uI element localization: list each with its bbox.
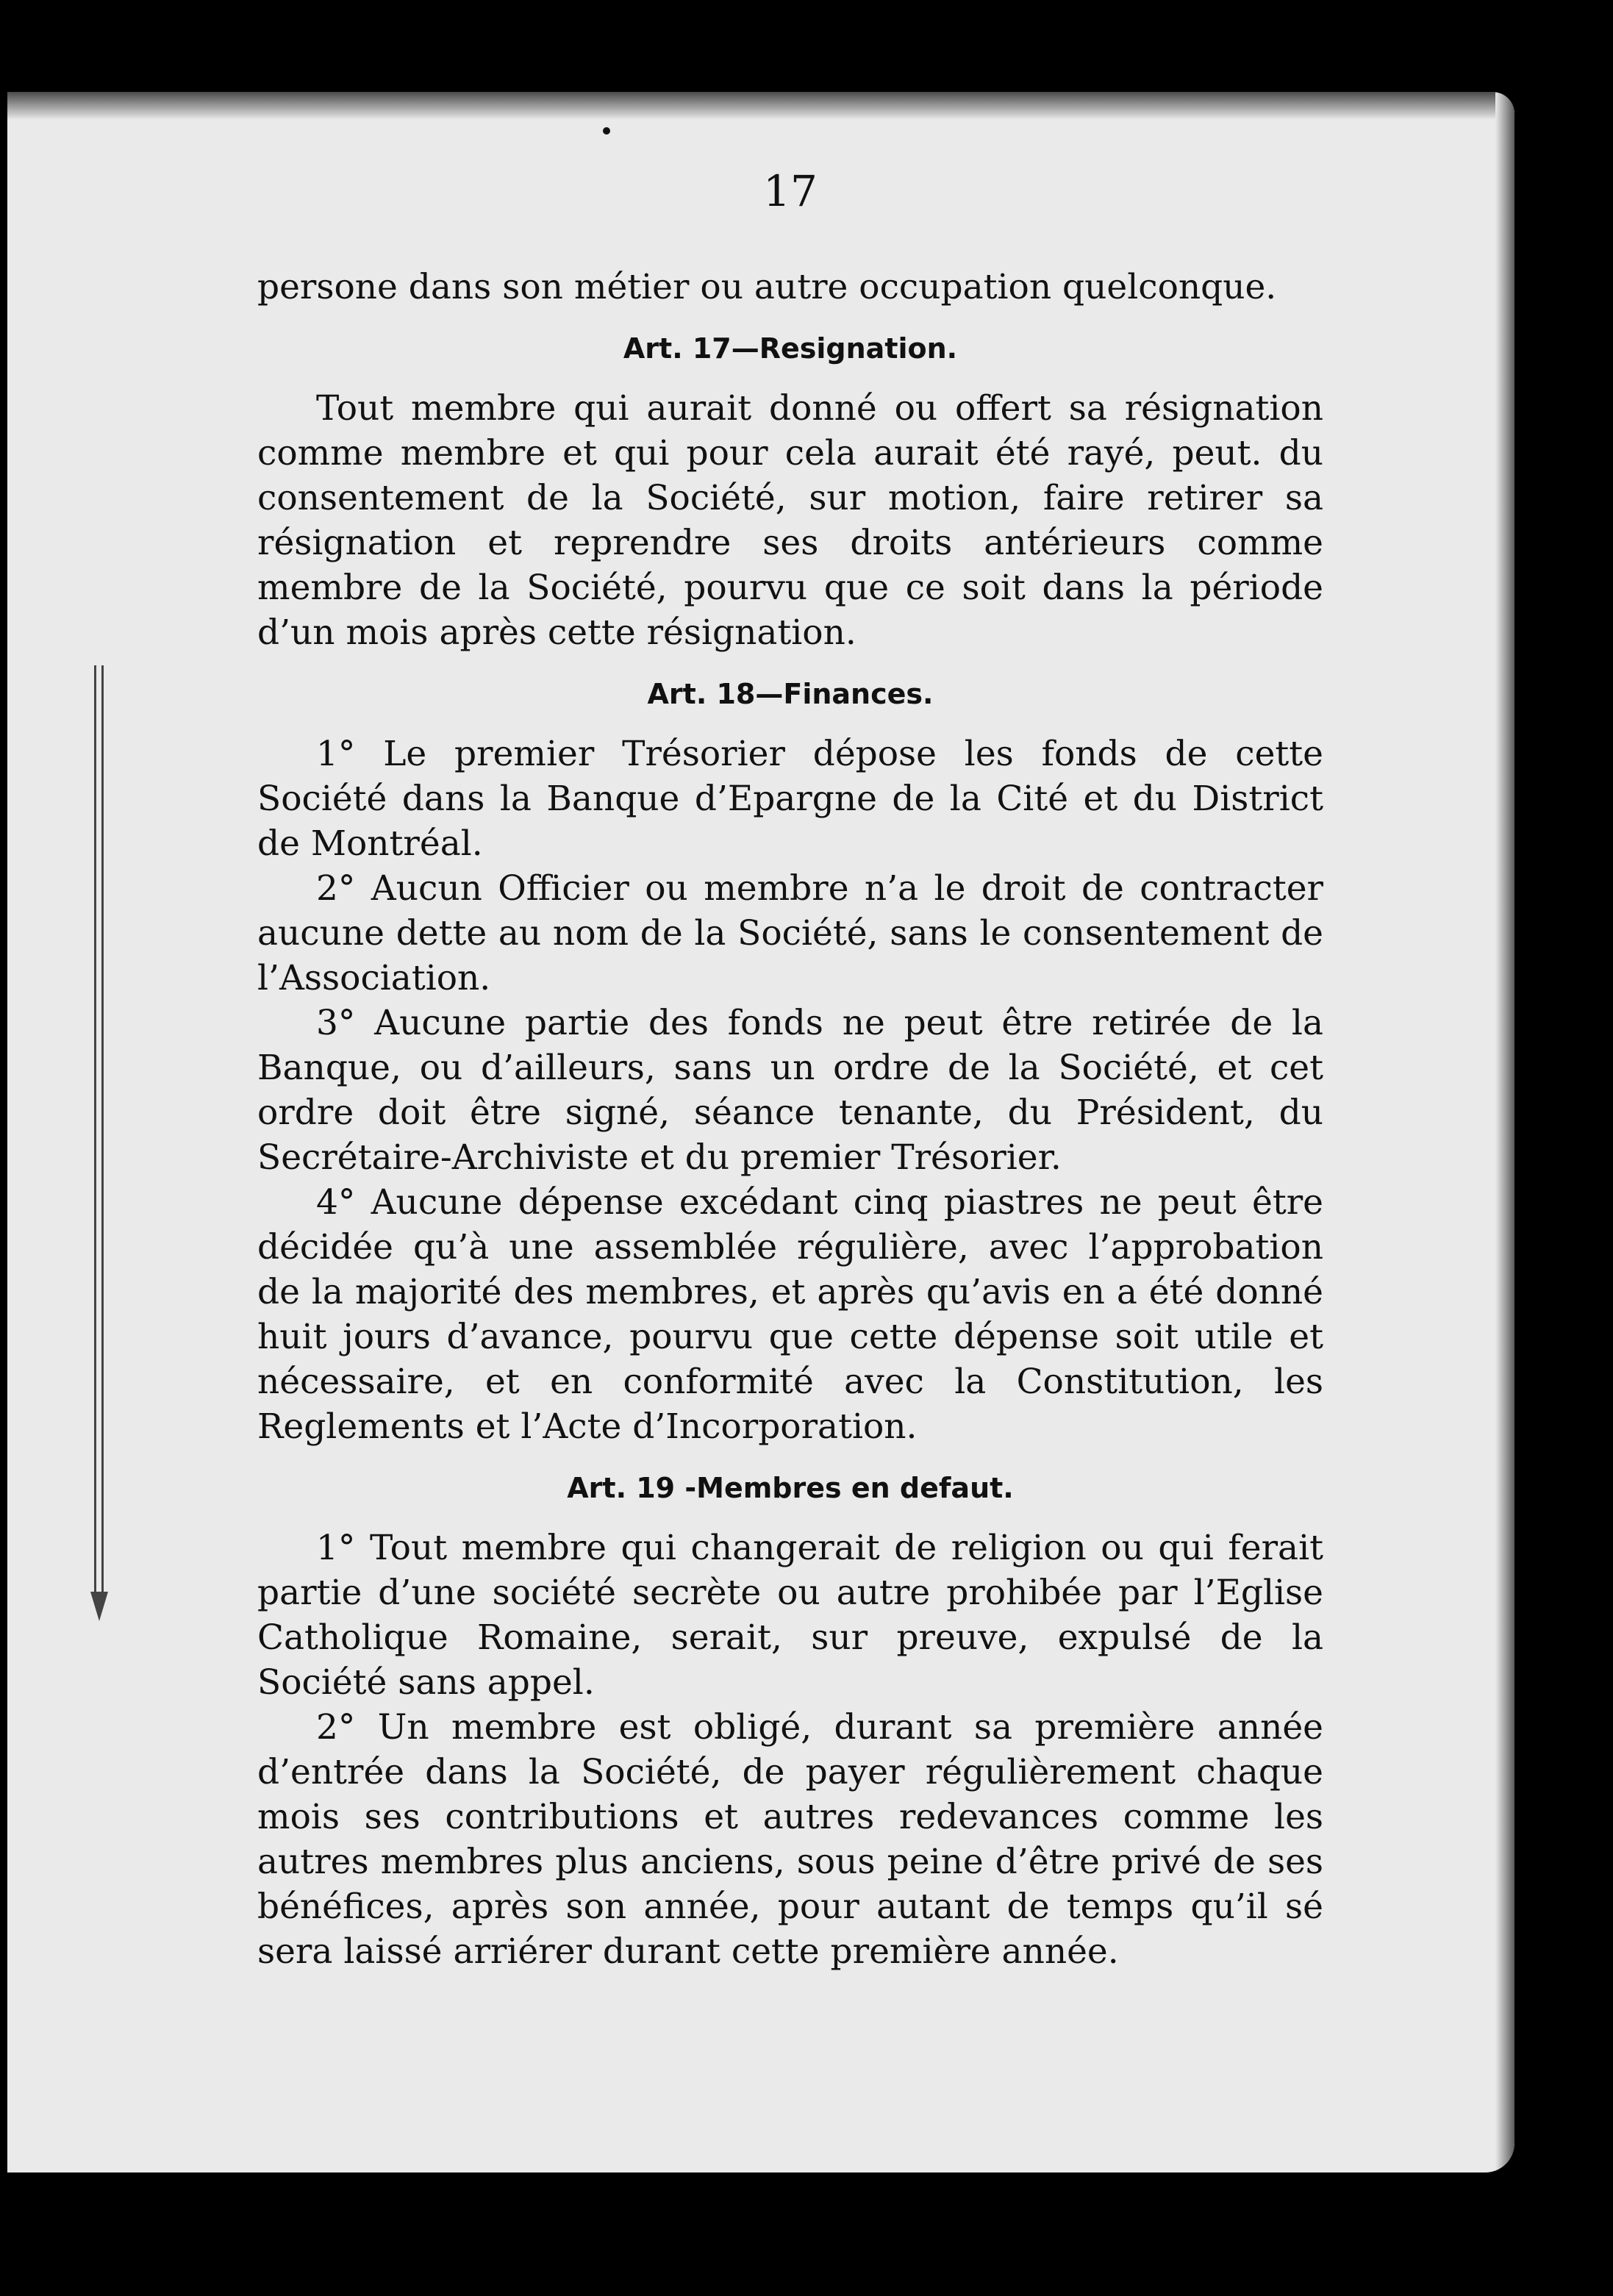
- article-18-paragraph-4: 4° Aucune dépense excédant cinq piastres ne peut être décidée qu’à une assemblée régulière, avec l’approbation de la majorité des membres, et après qu’avis en a été donné huit jours d’avance, pourvu que cette dépense soit utile et nécessaire, et en conformité avec la Constitution, les Reglements et l’Acte d’Incorporation.: [257, 1182, 1323, 1447]
- page-number: 17: [763, 166, 818, 216]
- ink-dot: [603, 127, 610, 135]
- margin-ornament: [88, 665, 110, 1621]
- article-17-heading: Art. 17—Resignation.: [623, 332, 958, 365]
- intro-paragraph: persone dans son métier ou autre occupation quelconque.: [257, 267, 1277, 307]
- article-19-paragraph-1: 1° Tout membre qui changerait de religion ou qui ferait partie d’une société secrète ou autre prohibée par l’Eglise Catholique Romaine, serait, sur preuve, expulsé de la Société sans appel.: [257, 1528, 1323, 1703]
- article-18-paragraph-2: 2° Aucun Officier ou membre n’a le droit de contracter aucune dette au nom de la Société, sans le consentement de l’Association.: [257, 868, 1323, 998]
- page-right-shadow: [1495, 92, 1514, 2172]
- article-18-paragraph-3: 3° Aucune partie des fonds ne peut être retirée de la Banque, ou d’ailleurs, sans un ordre de la Société, et cet ordre doit être signé, séance tenante, du Président, du Secrétaire-Archiviste et du premier Trésorier.: [257, 1003, 1323, 1178]
- article-18-heading: Art. 18—Finances.: [647, 678, 934, 710]
- article-19-paragraph-2: 2° Un membre est obligé, durant sa première année d’entrée dans la Société, de payer régulièrement chaque mois ses contributions et autres redevances comme les autres membres plus anciens, sous peine d’être privé de ses bénéfices, après son année, pour autant de temps qu’il sé sera laissé arriérer durant cette première année.: [257, 1707, 1323, 1972]
- article-17-paragraph-1: Tout membre qui aurait donné ou offert sa résignation comme membre et qui pour cela aurait été rayé, peut. du consentement de la Société, sur motion, faire retirer sa résignation et reprendre ses droits antérieurs comme membre de la Société, pourvu que ce soit dans la période d’un mois après cette résignation.: [257, 388, 1323, 653]
- page-content: [257, 147, 1323, 1974]
- article-18-paragraph-1: 1° Le premier Trésorier dépose les fonds de cette Société dans la Banque d’Epargne de la Cité et du District de Montréal.: [257, 734, 1323, 864]
- page-top-shadow: [7, 92, 1514, 120]
- article-19-heading: Art. 19 -Membres en defaut.: [567, 1472, 1014, 1504]
